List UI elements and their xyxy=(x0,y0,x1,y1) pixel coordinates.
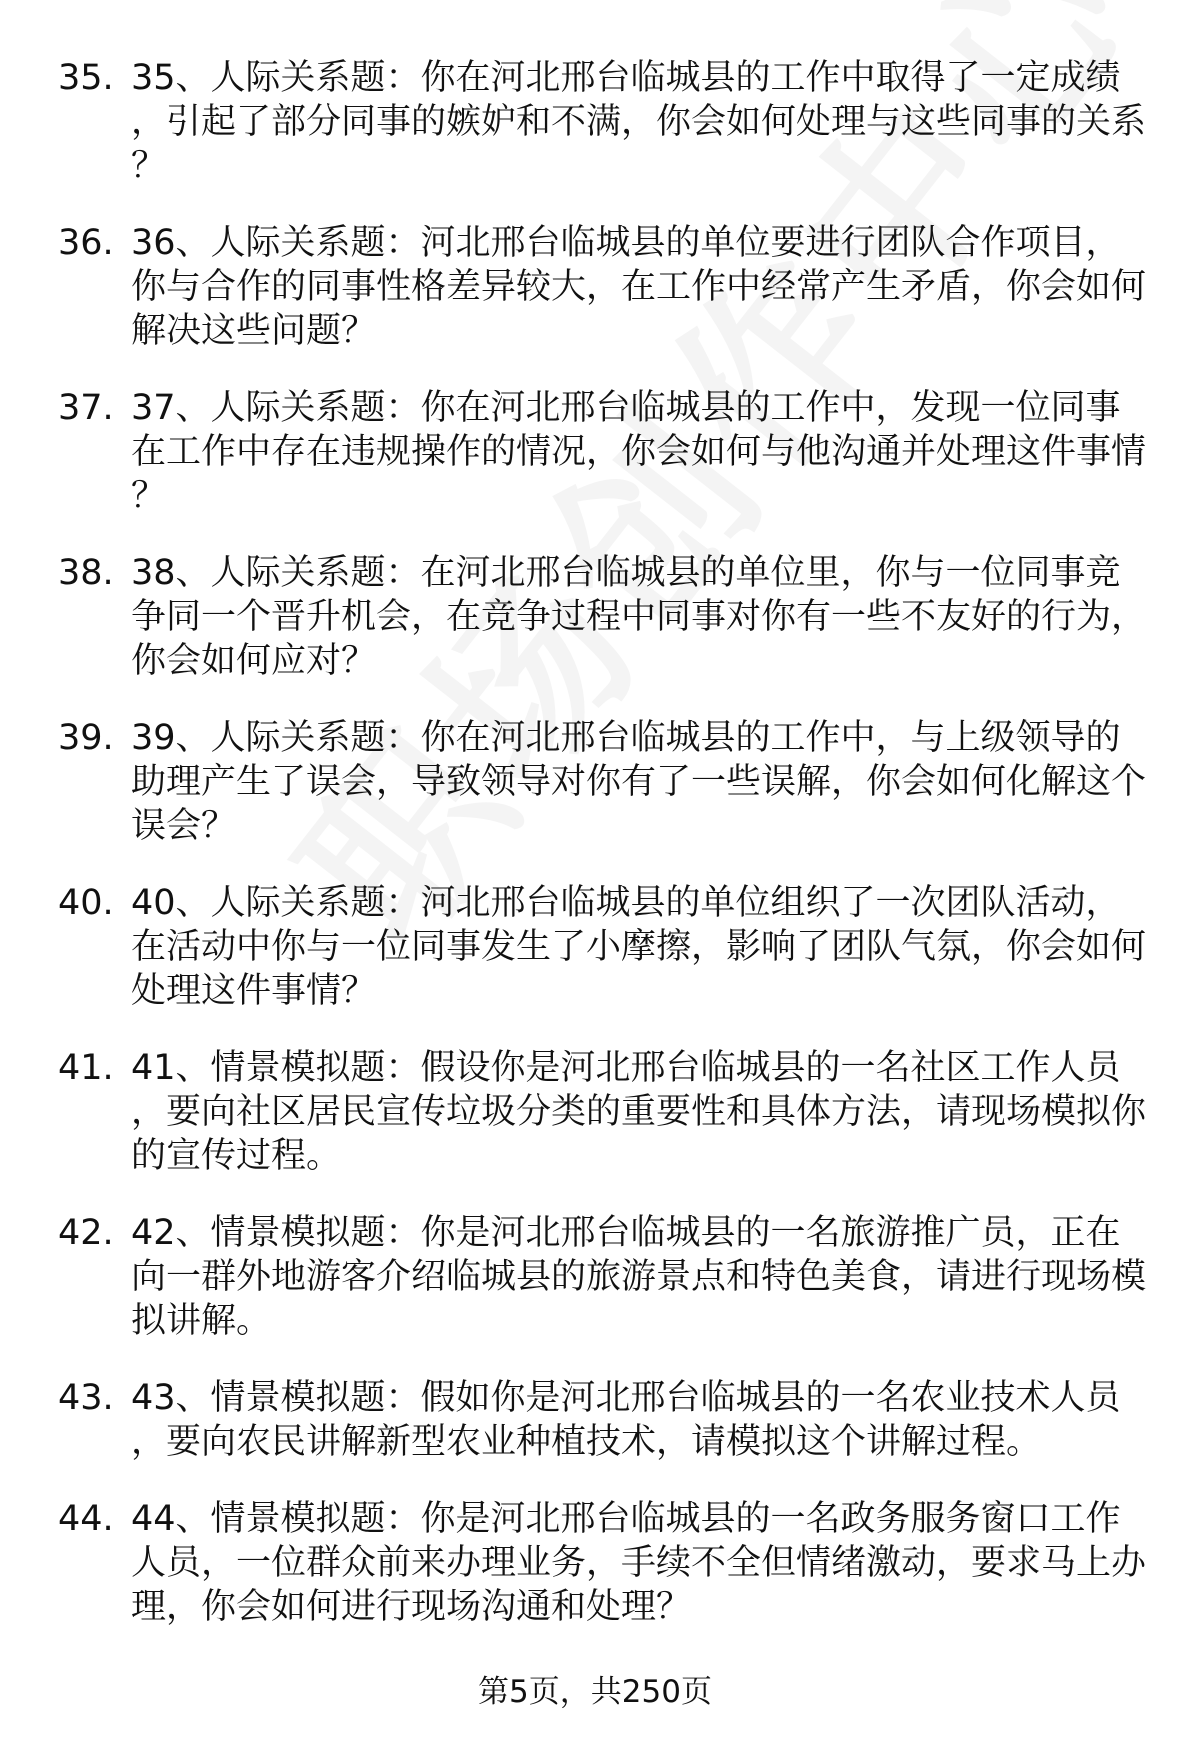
question-number: 36. xyxy=(58,223,114,263)
list-item xyxy=(58,221,1148,353)
list-item xyxy=(58,1046,1148,1178)
question-text: 41、情景模拟题：假设你是河北邢台临城县的一名社区工作人员，要向社区居民宣传垃圾分类的重要性和具体方法，请现场模拟你的宣传过程。 xyxy=(131,1048,1147,1176)
question-text: 35、人际关系题：你在河北邢台临城县的工作中取得了一定成绩，引起了部分同事的嫉妒和不满，你会如何处理与这些同事的关系？ xyxy=(131,58,1147,186)
list-item xyxy=(58,1497,1148,1629)
list-item xyxy=(58,716,1148,848)
question-number: 40. xyxy=(58,883,114,923)
question-text: 42、情景模拟题：你是河北邢台临城县的一名旅游推广员，正在向一群外地游客介绍临城县的旅游景点和特色美食，请进行现场模拟讲解。 xyxy=(131,1213,1147,1341)
question-number: 42. xyxy=(58,1213,114,1253)
list-item xyxy=(58,1376,1148,1464)
list-item xyxy=(58,551,1148,683)
question-number: 38. xyxy=(58,553,114,593)
question-number: 37. xyxy=(58,388,114,428)
question-text: 43、情景模拟题：假如你是河北邢台临城县的一名农业技术人员，要向农民讲解新型农业种植技术，请模拟这个讲解过程。 xyxy=(131,1378,1121,1462)
question-text: 39、人际关系题：你在河北邢台临城县的工作中，与上级领导的助理产生了误会，导致领导对你有了一些误解，你会如何化解这个误会？ xyxy=(131,718,1147,846)
question-text: 44、情景模拟题：你是河北邢台临城县的一名政务服务窗口工作人员，一位群众前来办理业务，手续不全但情绪激动，要求马上办理，你会如何进行现场沟通和处理？ xyxy=(131,1499,1147,1627)
question-text: 36、人际关系题：河北邢台临城县的单位要进行团队合作项目，你与合作的同事性格差异较大，在工作中经常产生矛盾，你会如何解决这些问题？ xyxy=(131,223,1147,351)
list-item xyxy=(58,1211,1148,1343)
question-text: 37、人际关系题：你在河北邢台临城县的工作中，发现一位同事在工作中存在违规操作的情况，你会如何与他沟通并处理这件事情？ xyxy=(131,388,1147,516)
question-text: 38、人际关系题：在河北邢台临城县的单位里，你与一位同事竞争同一个晋升机会，在竞争过程中同事对你有一些不友好的行为，你会如何应对？ xyxy=(131,553,1147,681)
question-number: 35. xyxy=(58,58,114,98)
list-item xyxy=(58,386,1148,518)
question-text: 40、人际关系题：河北邢台临城县的单位组织了一次团队活动，在活动中你与一位同事发生了小摩擦，影响了团队气氛，你会如何处理这件事情？ xyxy=(131,883,1147,1011)
list-item xyxy=(58,56,1148,188)
page-footer: 第5页，共250页 xyxy=(478,1674,712,1710)
question-number: 44. xyxy=(58,1499,114,1539)
list-item xyxy=(58,881,1148,1013)
question-number: 39. xyxy=(58,718,114,758)
question-number: 41. xyxy=(58,1048,114,1088)
question-number: 43. xyxy=(58,1378,114,1418)
